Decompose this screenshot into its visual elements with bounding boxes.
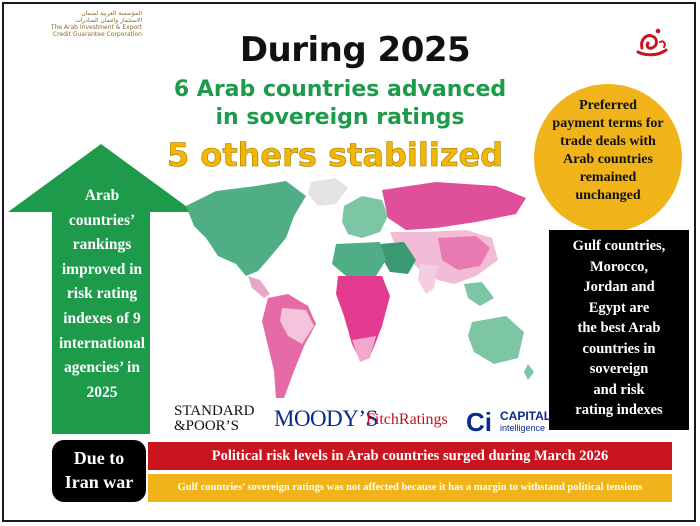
subtitle-line1: 6 Arab countries advanced	[173, 77, 507, 102]
logo-arabic-line2: الاستثمار وائتمان الصادرات	[75, 17, 142, 24]
best-line: and risk	[593, 381, 645, 398]
circle-line: Preferred	[579, 98, 637, 113]
map-south-africa	[352, 336, 376, 362]
subtitle-line2: in sovereign ratings	[215, 105, 465, 130]
best-countries-text	[549, 236, 689, 421]
arrow-line: Arab	[84, 187, 120, 204]
map-australia	[468, 316, 524, 364]
political-risk-text: Political risk levels in Arab countries surged during March 2026	[211, 448, 609, 464]
emblem-icon	[632, 22, 674, 64]
logo-arabic-line1: المؤسسة العربية لضمان	[81, 10, 142, 17]
map-north-america	[186, 181, 306, 276]
highlight-text: 5 others stabilized	[166, 136, 504, 174]
logo-english-line2: Credit Guarantee Corporation	[52, 31, 142, 38]
world-map	[176, 176, 536, 406]
circle-line: unchanged	[575, 188, 641, 203]
due-line1: Due to	[73, 448, 125, 468]
map-greenland	[308, 178, 348, 206]
best-line: sovereign	[589, 361, 649, 377]
circle-line: trade deals with	[560, 134, 656, 149]
gulf-ratings-text: Gulf countries’ sovereign ratings was not affected because it has a margin to withstand political tensions	[177, 482, 643, 493]
corporation-logo	[22, 10, 142, 38]
best-line: Jordan and	[583, 279, 655, 295]
map-central-america	[248, 276, 270, 298]
arrow-line: improved in	[61, 260, 143, 278]
subtitle	[130, 76, 550, 132]
best-line: Gulf countries,	[572, 238, 666, 254]
best-line: Morocco,	[589, 258, 649, 275]
moodys-logo: MOODY’S	[274, 406, 378, 431]
map-russia	[382, 182, 526, 230]
map-new-zealand	[524, 364, 534, 380]
capital-intelligence-logo	[466, 408, 556, 438]
arrow-line: rankings	[72, 236, 132, 254]
arrow-line: indexes of 9	[63, 309, 141, 327]
map-europe	[342, 196, 388, 238]
arrow-text	[50, 184, 154, 405]
page-title: During 2025	[239, 30, 471, 70]
due-line2: Iran war	[64, 472, 134, 492]
arrow-line: international	[58, 334, 146, 352]
standard-poors-logo	[174, 404, 266, 434]
payment-terms-text	[546, 97, 670, 205]
best-line: countries in	[582, 340, 656, 357]
arrow-line: countries’	[68, 211, 136, 229]
best-line: rating indexes	[575, 402, 663, 418]
sp-line1: STANDARD	[174, 403, 255, 419]
arrow-line: risk rating	[66, 285, 138, 303]
map-southeast-asia	[464, 282, 494, 306]
capital-line2: intelligence	[500, 423, 546, 433]
logo-english-line1: The Arab Investment & Export	[50, 24, 142, 31]
circle-line: remained	[579, 170, 637, 185]
circle-line: Arab countries	[563, 152, 653, 167]
capital-mark-icon: Ci	[466, 407, 492, 437]
arrow-line: agencies’ in	[64, 359, 140, 377]
map-north-africa	[332, 242, 386, 276]
map-india	[418, 264, 438, 294]
circle-line: payment terms for	[552, 116, 664, 131]
capital-line1: CAPITAL	[500, 409, 552, 423]
due-to-text	[52, 446, 146, 494]
best-line: Egypt are	[588, 299, 650, 316]
best-line: the best Arab	[577, 320, 661, 336]
fitch-ratings-logo: FitchRatings	[366, 411, 448, 428]
sp-line2: &POOR’S	[174, 418, 240, 434]
arrow-line: 2025	[86, 383, 118, 401]
